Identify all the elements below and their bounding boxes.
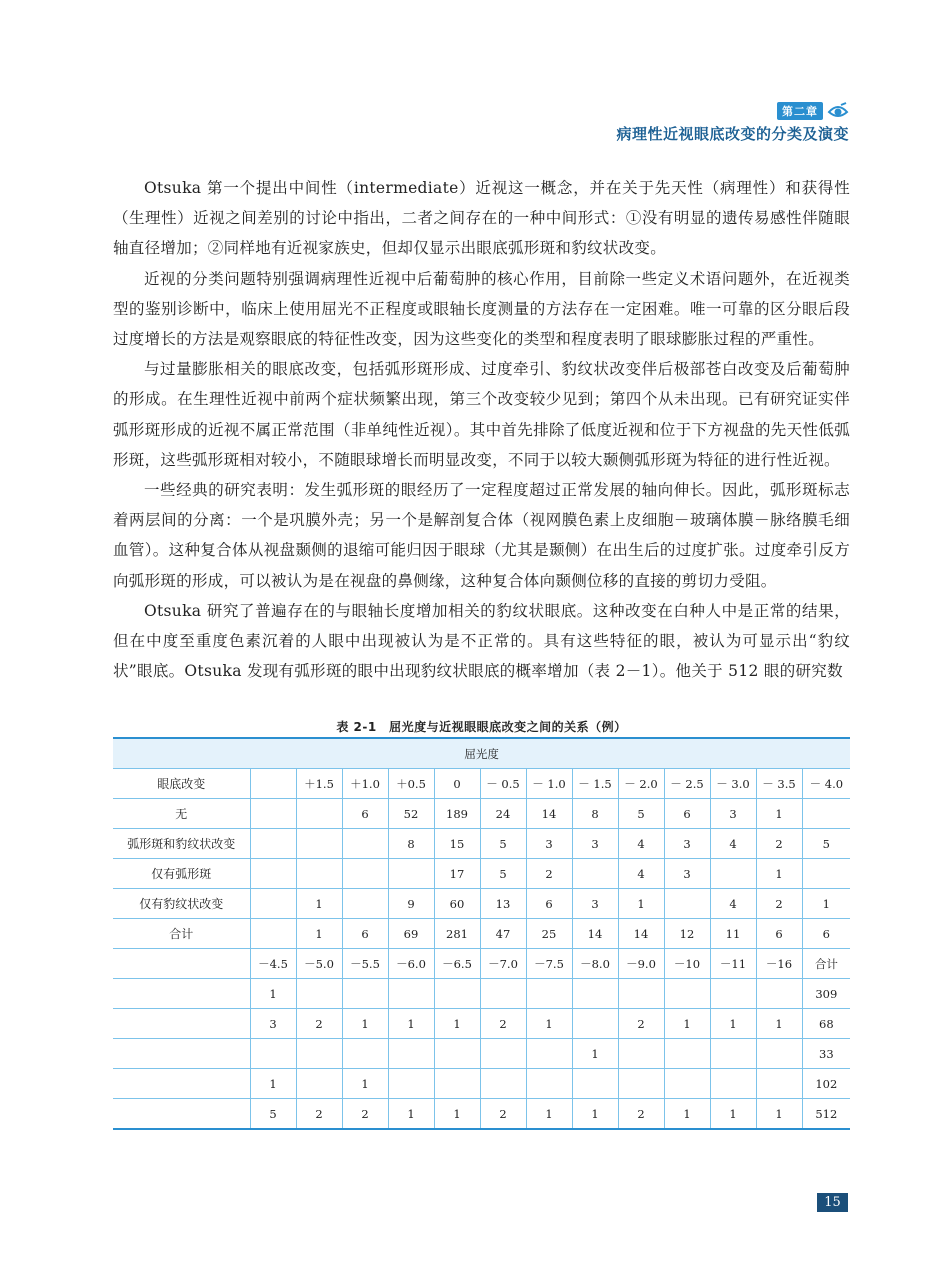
table-cell: [572, 1069, 618, 1099]
table-cell: 5: [618, 799, 664, 829]
table-cell: 6: [526, 889, 572, 919]
table-cell: 1: [756, 799, 802, 829]
table-cell: [710, 979, 756, 1009]
table-cell: [342, 859, 388, 889]
table-cell: 12: [664, 919, 710, 949]
table-cell: 2: [480, 1099, 526, 1130]
table-cell: 8: [572, 799, 618, 829]
table-cell: － 3.0: [710, 769, 756, 799]
group-header-cell: 屈光度: [113, 738, 850, 769]
table-cell: 1: [526, 1009, 572, 1039]
table-cell: －5.0: [296, 949, 342, 979]
table-cell: 3: [710, 799, 756, 829]
table-cell: 512: [802, 1099, 850, 1130]
table-cell: [618, 1069, 664, 1099]
table-cell: －7.5: [526, 949, 572, 979]
table-cell: [388, 979, 434, 1009]
table-cell: [250, 829, 296, 859]
table-cell: 2: [618, 1009, 664, 1039]
table-cell: 3: [526, 829, 572, 859]
table-cell: 2: [296, 1009, 342, 1039]
table-cell: － 4.0: [802, 769, 850, 799]
table-cell: 5: [480, 859, 526, 889]
table-cell: －16: [756, 949, 802, 979]
table-cell: [250, 859, 296, 889]
table-cell: ＋0.5: [388, 769, 434, 799]
table-cell: 2: [342, 1099, 388, 1130]
table-cell: 2: [480, 1009, 526, 1039]
table-cell: －7.0: [480, 949, 526, 979]
table-cell: [250, 889, 296, 919]
table-cell: 8: [388, 829, 434, 859]
table-cell: ＋1.0: [342, 769, 388, 799]
table-cell: 1: [434, 1009, 480, 1039]
table-cell: 1: [250, 979, 296, 1009]
row-label-cell: [113, 1099, 250, 1130]
table-cell: 1: [756, 859, 802, 889]
table-cell: －6.5: [434, 949, 480, 979]
table-row: [113, 769, 850, 799]
table-cell: 5: [250, 1099, 296, 1130]
row-label-cell: [113, 949, 250, 979]
table-row: [113, 1039, 850, 1069]
paragraph: Otsuka 第一个提出中间性（intermediate）近视这一概念，并在关于先天性（病理性）和获得性（生理性）近视之间差别的讨论中指出，二者之间存在的一种中间形式：①没有明显的遗传易感性伴随眼轴直径增加；②同样地有近视家族史，但却仅显示出眼底弧形斑和豹纹状改变。: [113, 179, 850, 258]
table-cell: [572, 979, 618, 1009]
table-cell: [250, 799, 296, 829]
row-label-cell: [113, 1009, 250, 1039]
table-cell: 1: [710, 1009, 756, 1039]
paragraph: 与过量膨胀相关的眼底改变，包括弧形斑形成、过度牵引、豹纹状改变伴后极部苍白改变及后葡萄肿的形成。在生理性近视中前两个症状频繁出现，第三个改变较少见到；第四个从未出现。已有研究证实伴弧形斑形成的近视不属正常范围（非单纯性近视）。其中首先排除了低度近视和位于下方视盘的先天性低弧形斑，这些弧形斑相对较小，不随眼球增长而明显改变，不同于以较大颞侧弧形斑为特征的进行性近视。: [113, 360, 850, 469]
table-cell: [710, 859, 756, 889]
table-cell: 14: [526, 799, 572, 829]
table-cell: 5: [480, 829, 526, 859]
table-cell: 11: [710, 919, 756, 949]
table-row: [113, 1069, 850, 1099]
table-cell: [434, 979, 480, 1009]
table-cell: 合计: [802, 949, 850, 979]
table-cell: 1: [296, 919, 342, 949]
table-cell: 4: [710, 889, 756, 919]
table-cell: 47: [480, 919, 526, 949]
table-cell: 1: [572, 1039, 618, 1069]
table-cell: [480, 1069, 526, 1099]
table-cell: 189: [434, 799, 480, 829]
table-cell: 0: [434, 769, 480, 799]
table-cell: －10: [664, 949, 710, 979]
table-cell: [342, 829, 388, 859]
table-row: [113, 829, 850, 859]
table-cell: 25: [526, 919, 572, 949]
table-cell: [250, 1039, 296, 1069]
table-cell: － 0.5: [480, 769, 526, 799]
paragraph: 一些经典的研究表明：发生弧形斑的眼经历了一定程度超过正常发展的轴向伸长。因此，弧形斑标志着两层间的分离：一个是巩膜外壳；另一个是解剖复合体（视网膜色素上皮细胞－玻璃体膜－脉络膜毛细血管）。这种复合体从视盘颞侧的退缩可能归因于眼球（尤其是颞侧）在出生后的过度扩张。过度牵引反方向弧形斑的形成，可以被认为是在视盘的鼻侧缘，这种复合体向颞侧位移的直接的剪切力受阻。: [113, 481, 850, 590]
table-cell: 4: [618, 829, 664, 859]
table-cell: [388, 1069, 434, 1099]
table-cell: 4: [710, 829, 756, 859]
table-cell: [296, 979, 342, 1009]
table-cell: 17: [434, 859, 480, 889]
table-cell: 14: [618, 919, 664, 949]
table-cell: 3: [664, 829, 710, 859]
table-cell: 1: [710, 1099, 756, 1130]
table-cell: [342, 979, 388, 1009]
table-cell: 6: [342, 799, 388, 829]
paragraph: Otsuka 研究了普遍存在的与眼轴长度增加相关的豹纹状眼底。这种改变在白种人中是正常的结果，但在中度至重度色素沉着的人眼中出现被认为是不正常的。具有这些特征的眼，被认为可显示出“豹纹状”眼底。Otsuka 发现有弧形斑的眼中出现豹纹状眼底的概率增加（表 2－1）。他关于 512 眼的研究数: [113, 601, 850, 681]
table-cell: [664, 1039, 710, 1069]
table-group-header-row: [113, 738, 850, 769]
table-cell: 33: [802, 1039, 850, 1069]
table-cell: [664, 979, 710, 1009]
table-cell: 1: [664, 1009, 710, 1039]
row-label-cell: 合计: [113, 919, 250, 949]
table-cell: 1: [342, 1009, 388, 1039]
table-row: [113, 859, 850, 889]
table-cell: [296, 859, 342, 889]
table-cell: [342, 889, 388, 919]
table-cell: [250, 919, 296, 949]
table-cell: 1: [664, 1099, 710, 1130]
table-cell: －6.0: [388, 949, 434, 979]
table-cell: [526, 1039, 572, 1069]
table-cell: 2: [526, 859, 572, 889]
running-header: [616, 102, 849, 144]
row-label-cell: [113, 1069, 250, 1099]
table-cell: 3: [572, 889, 618, 919]
row-label-cell: [113, 979, 250, 1009]
table-cell: [710, 1039, 756, 1069]
table-cell: － 2.5: [664, 769, 710, 799]
table-cell: 1: [250, 1069, 296, 1099]
table-cell: －11: [710, 949, 756, 979]
table-cell: [802, 799, 850, 829]
table-cell: 2: [618, 1099, 664, 1130]
table-cell: ＋1.5: [296, 769, 342, 799]
table-cell: 281: [434, 919, 480, 949]
paragraph: 近视的分类问题特别强调病理性近视中后葡萄肿的核心作用，目前除一些定义术语问题外，在近视类型的鉴别诊断中，临床上使用屈光不正程度或眼轴长度测量的方法存在一定困难。唯一可靠的区分眼后段过度增长的方法是观察眼底的特征性改变，因为这些变化的类型和程度表明了眼球膨胀过程的严重性。: [113, 269, 850, 349]
table-cell: 1: [388, 1099, 434, 1130]
table-cell: 1: [296, 889, 342, 919]
table-cell: 1: [342, 1069, 388, 1099]
table-cell: [756, 979, 802, 1009]
page-number: 15: [817, 1193, 848, 1212]
table-cell: － 3.5: [756, 769, 802, 799]
table-cell: [526, 979, 572, 1009]
table-cell: [296, 799, 342, 829]
table-cell: 9: [388, 889, 434, 919]
table-cell: －9.0: [618, 949, 664, 979]
table-row: [113, 919, 850, 949]
chapter-badge: 第二章: [777, 102, 823, 120]
table-cell: 1: [526, 1099, 572, 1130]
table-cell: 52: [388, 799, 434, 829]
table-cell: 3: [250, 1009, 296, 1039]
table-cell: [250, 769, 296, 799]
table-cell: 2: [296, 1099, 342, 1130]
table-cell: 6: [756, 919, 802, 949]
table-cell: [664, 889, 710, 919]
table-row: [113, 799, 850, 829]
table-cell: － 2.0: [618, 769, 664, 799]
row-label-cell: 弧形斑和豹纹状改变: [113, 829, 250, 859]
table-row: [113, 979, 850, 1009]
row-label-cell: 仅有豹纹状改变: [113, 889, 250, 919]
table-cell: － 1.5: [572, 769, 618, 799]
table-cell: [480, 1039, 526, 1069]
table-cell: 69: [388, 919, 434, 949]
table-cell: 1: [388, 1009, 434, 1039]
data-table: [113, 737, 850, 1130]
table-cell: 6: [802, 919, 850, 949]
table-cell: 13: [480, 889, 526, 919]
table-cell: [480, 979, 526, 1009]
table-cell: [572, 1009, 618, 1039]
table-cell: [342, 1039, 388, 1069]
table-cell: 6: [664, 799, 710, 829]
row-label-cell: [113, 1039, 250, 1069]
table-cell: 1: [572, 1099, 618, 1130]
table-cell: 5: [802, 829, 850, 859]
eye-icon: [827, 102, 849, 120]
body-text: [113, 173, 850, 686]
table-cell: 68: [802, 1009, 850, 1039]
table-row: [113, 1009, 850, 1039]
table-cell: －5.5: [342, 949, 388, 979]
table-cell: [296, 1069, 342, 1099]
table-cell: [388, 1039, 434, 1069]
table-cell: [710, 1069, 756, 1099]
chapter-row: [616, 102, 849, 120]
table-cell: [756, 1039, 802, 1069]
table-cell: －4.5: [250, 949, 296, 979]
table-cell: [572, 859, 618, 889]
table-cell: [618, 1039, 664, 1069]
table-cell: 1: [618, 889, 664, 919]
table-cell: 1: [802, 889, 850, 919]
table-cell: －8.0: [572, 949, 618, 979]
table-cell: 14: [572, 919, 618, 949]
table-cell: 3: [664, 859, 710, 889]
table-cell: [434, 1039, 480, 1069]
table-cell: 1: [434, 1099, 480, 1130]
table-cell: 60: [434, 889, 480, 919]
table-row: [113, 1099, 850, 1130]
table-row: [113, 949, 850, 979]
table-cell: 4: [618, 859, 664, 889]
table-cell: 24: [480, 799, 526, 829]
table-cell: 15: [434, 829, 480, 859]
table-cell: [802, 859, 850, 889]
table-cell: 1: [756, 1009, 802, 1039]
table-cell: 309: [802, 979, 850, 1009]
table-cell: [618, 979, 664, 1009]
table-cell: [664, 1069, 710, 1099]
table-caption: 表 2-1 屈光度与近视眼眼底改变之间的关系（例）: [336, 720, 627, 734]
table-cell: [526, 1069, 572, 1099]
table-row: [113, 889, 850, 919]
table-cell: 1: [756, 1099, 802, 1130]
table-cell: 102: [802, 1069, 850, 1099]
table-cell: 2: [756, 889, 802, 919]
table-cell: 2: [756, 829, 802, 859]
table-cell: [388, 859, 434, 889]
table-cell: [296, 829, 342, 859]
row-label-cell: 眼底改变: [113, 769, 250, 799]
table-cell: 3: [572, 829, 618, 859]
row-label-cell: 仅有弧形斑: [113, 859, 250, 889]
table-cell: [296, 1039, 342, 1069]
chapter-title: 病理性近视眼底改变的分类及演变: [616, 125, 849, 143]
table-cell: 6: [342, 919, 388, 949]
table-cell: － 1.0: [526, 769, 572, 799]
table-cell: [756, 1069, 802, 1099]
row-label-cell: 无: [113, 799, 250, 829]
table-cell: [434, 1069, 480, 1099]
